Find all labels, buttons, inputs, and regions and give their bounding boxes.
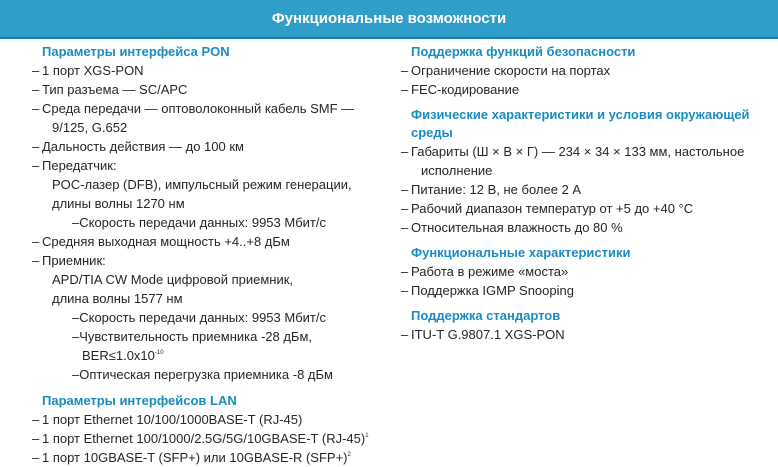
list-item-cont: APD/TIA CW Mode цифровой приемник, [52,272,294,287]
list-item-cont: длины волны 1270 нм [52,196,185,211]
list-item: – 1 порт XGS-PON [32,63,144,78]
sub-item: –Скорость передачи данных: 9953 Мбит/с [72,215,326,230]
sub-item: –Чувствительность приемника -28 дБм, [72,329,313,344]
lan-section-title: Параметры интерфейсов LAN [42,393,237,408]
right-column [401,43,771,344]
security-section-title: Поддержка функций безопасности [411,44,636,59]
list-item: – Относительная влажность до 80 % [401,220,623,235]
list-item: – Поддержка IGMP Snooping [401,283,574,298]
list-item: – Приемник: [32,253,106,268]
list-item: – Рабочий диапазон температур от +5 до +40 °С [401,201,694,216]
section-header [0,0,778,39]
list-item: – 1 порт Ethernet 100/1000/2.5G/5G/10GBASE-T $(RJ-45)^1$ [32,431,369,446]
list-item: – Средняя выходная мощность +4..+8 дБм [32,234,290,249]
list-item: – 1 порт 10GBASE-T (SFP+) или 10GBASE-R $(SFP+)^2$ [32,450,351,465]
pon-section-title: Параметры интерфейса PON [42,44,230,59]
list-item: – 1 порт Ethernet 10/100/1000BASE-T (RJ-45) [32,412,303,427]
list-item: – Среда передачи — оптоволоконный кабель SMF — [32,101,355,116]
list-item: – Передатчик: [32,158,117,173]
list-item-cont: 9/125, G.652 [52,120,128,135]
list-item: – Дальность действия — до 100 км [32,139,244,154]
standards-section-title: Поддержка стандартов [411,308,561,323]
functional-section-title: Функциональные характеристики [411,245,631,260]
list-item-cont: POC-лазер (DFB), импульсный режим генерации, [52,177,352,192]
list-item: – Тип разъема — SC/APC [32,82,188,97]
physical-section-title: Физические характеристики и условия окружающей среды [411,107,750,140]
list-item: – Габариты (Ш × В × Г) — 234 × 34 × 133 мм, настольное [401,144,745,159]
list-item: – Работа в режиме «моста» [401,264,569,279]
list-item: – Питание: 12 В, не более 2 А [401,182,582,197]
list-item-cont: исполнение [421,163,493,178]
header-title: Функциональные возможности [271,10,507,27]
list-item-cont: длина волны 1577 нм [52,291,183,306]
footnote-2: 2 [347,452,351,458]
list-item: – Ограничение скорости на портах [401,63,611,78]
footnote-1: 1 [365,433,369,439]
sub-item: –Оптическая перегрузка приемника -8 дБм [72,367,333,382]
list-item: – FEC-кодирование [401,82,520,97]
left-column [32,43,382,467]
sub-item: –Скорость передачи данных: 9953 Мбит/с [72,310,326,325]
list-item: – ITU-T G.9807.1 XGS-PON [401,327,565,342]
sub-item-cont: $BER\le 1.0x10^{-10}$ [82,348,164,363]
